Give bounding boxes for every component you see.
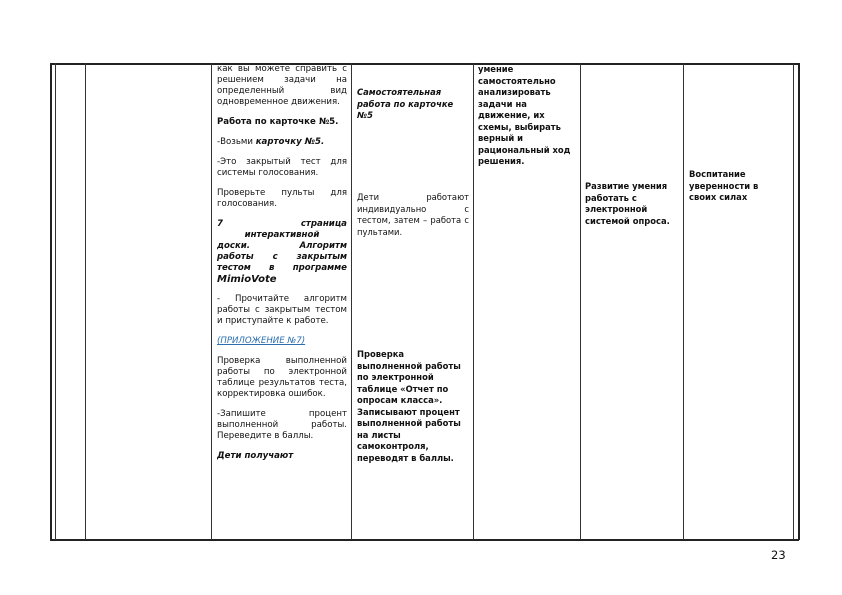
check-work-text: Проверка выполненной работы по электронной таблице результатов теста, корректировка ошибок. [217, 356, 347, 399]
skill-analysis-text: умение самостоятельно анализировать задачи на движение, их схемы, выбирать верный и рациональный ход решения. [478, 64, 571, 166]
algorithm-line-3: доски. Алгоритм [217, 241, 347, 251]
page-number: 23 [771, 548, 786, 562]
skill-development-text: Развитие умения работать с электронной системой опроса. [585, 181, 670, 226]
column-divider [50, 63, 52, 540]
column-divider [793, 63, 794, 540]
verification-text: Проверка выполненной работы по электронной таблице «Отчет по опросам класса». Записывают процент выполненной работы на листы самоконтроля, переводят в баллы. [357, 349, 461, 463]
appendix-link-label[interactable]: (ПРИЛОЖЕНИЕ №7) [217, 336, 306, 346]
algorithm-line-5: тестом в программе [217, 263, 347, 273]
algorithm-line-2: интерактивной [244, 230, 320, 240]
students-work-text: Дети работают индивидуально с тестом, затем – работа с пультами. [357, 192, 469, 237]
independent-work-heading: Самостоятельная работа по карточке №5 [357, 87, 454, 120]
take-card-text [217, 137, 347, 148]
column-divider [580, 63, 581, 540]
algorithm-line-4: работы с закрытым [217, 252, 347, 262]
upbringing-text: Воспитание уверенности в своих силах [689, 169, 759, 202]
check-remotes-text: Проверьте пульты для голосования. [217, 188, 347, 209]
column-divider [473, 63, 474, 540]
take-card-bold: карточку №5. [255, 137, 325, 147]
column-divider [211, 63, 212, 540]
take-card-prefix: -Возьми [217, 137, 256, 147]
table-top-border [50, 63, 799, 65]
table-bottom-border [50, 539, 799, 541]
column-divider [351, 63, 352, 540]
intro-text: как вы можете справить с решением задачи на определенный вид одновременное движения. [217, 64, 347, 107]
column-divider [55, 63, 56, 540]
card-work-heading: Работа по карточке №5. [217, 117, 339, 127]
appendix-link[interactable] [217, 336, 347, 347]
algorithm-line-1: 7 страница [217, 219, 347, 229]
column-divider [798, 63, 800, 540]
read-algorithm-text: - Прочитайте алгоритм работы с закрытым тестом и приступайте к работе. [217, 294, 347, 326]
column-divider [85, 63, 86, 540]
column-divider [683, 63, 684, 540]
algorithm-heading [217, 219, 347, 285]
children-receive-text: Дети получают [217, 451, 294, 461]
closed-test-text: -Это закрытый тест для системы голосования. [217, 157, 347, 178]
record-percent-text: -Запишите процент выполненной работы. Переведите в баллы. [217, 409, 347, 441]
teacher-activity-cell [217, 64, 347, 462]
mimiovote-label: MimioVote [217, 274, 277, 285]
